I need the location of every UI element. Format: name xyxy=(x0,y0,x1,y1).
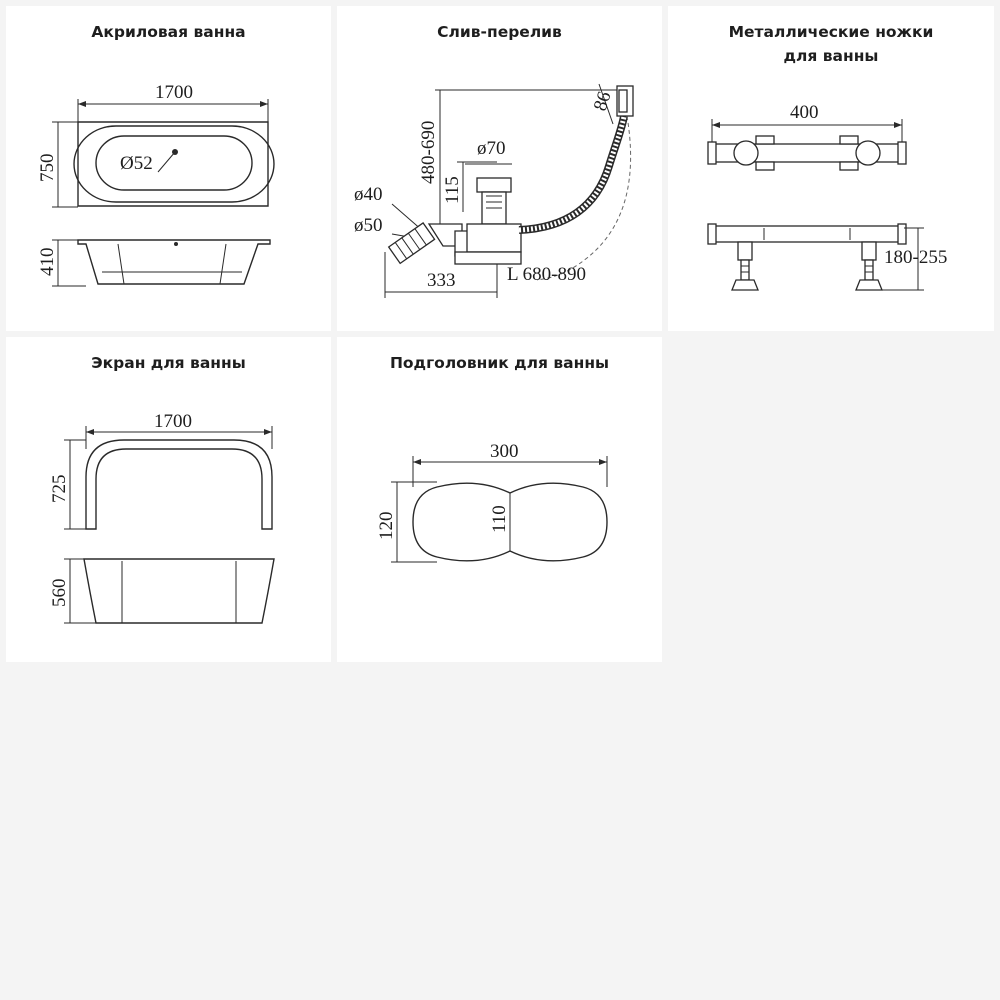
card-acrylic-bath xyxy=(6,6,331,331)
drain-d50-label: ø50 xyxy=(354,215,383,236)
bath-width-label: 750 xyxy=(37,153,58,182)
drain-height-label: 480-690 xyxy=(418,120,439,184)
drain-drawing xyxy=(337,6,662,331)
legs-length-label: 400 xyxy=(790,102,819,123)
headrest-inner-height-label: 110 xyxy=(489,505,510,533)
card-title: Экран для ванны xyxy=(91,354,246,372)
bath-length-label: 1700 xyxy=(155,82,193,103)
drain-d40-label: ø40 xyxy=(354,184,383,205)
card-title: Акриловая ванна xyxy=(91,23,246,41)
headrest-length-label: 300 xyxy=(490,441,519,462)
card-title-line2: для ванны xyxy=(783,47,879,65)
card-headrest xyxy=(337,337,662,662)
drain-d70-label: ø70 xyxy=(477,138,506,159)
headrest-outer-height-label: 120 xyxy=(376,511,397,540)
drain-cap-label: 86 xyxy=(589,88,616,114)
drain-h2-label: 115 xyxy=(442,176,463,204)
screen-drawing xyxy=(6,337,331,662)
card-title: Подголовник для ванны xyxy=(389,354,610,372)
bath-drain-label: Ø52 xyxy=(120,153,153,174)
drain-width-label: 333 xyxy=(427,270,456,291)
screen-length-label: 1700 xyxy=(154,411,192,432)
card-metal-legs xyxy=(668,6,994,331)
legs-drawing xyxy=(668,6,994,331)
legs-height-label: 180-255 xyxy=(884,247,948,268)
card-bath-screen xyxy=(6,337,331,662)
screen-height-label: 560 xyxy=(49,578,70,607)
bath-height-label: 410 xyxy=(37,247,58,276)
screen-depth-label: 725 xyxy=(49,474,70,503)
card-drain-overflow xyxy=(337,6,662,331)
bath-drawing xyxy=(6,6,331,331)
card-title-line1: Металлические ножки xyxy=(728,23,934,41)
drain-hose-label: L 680-890 xyxy=(507,264,586,285)
headrest-drawing xyxy=(337,337,662,662)
card-title: Слив-перелив xyxy=(437,23,562,41)
